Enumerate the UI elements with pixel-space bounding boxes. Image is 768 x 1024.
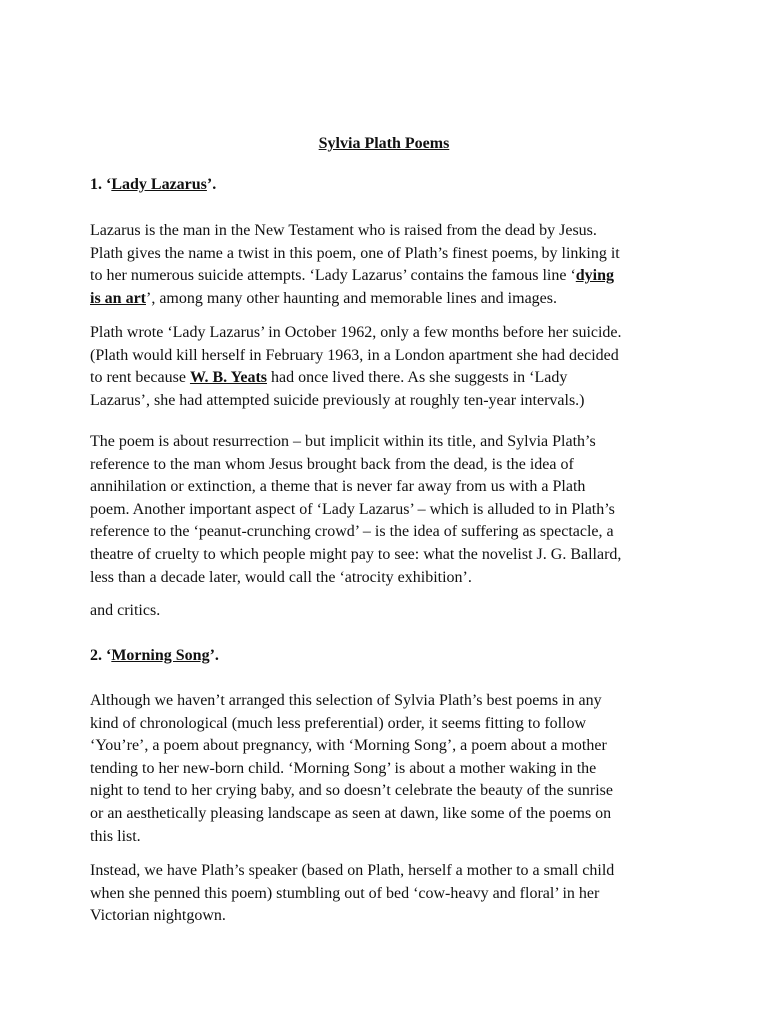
text-line: Plath gives the name a twist in this poem, one of Plath’s finest poems, by linking it [90, 244, 620, 262]
text-run: ’, among many other haunting and memorable lines and images. [146, 289, 557, 307]
text-line: and critics. [90, 602, 161, 619]
text-line: or an aesthetically pleasing landscape as seen at dawn, like some of the poems on [90, 804, 612, 822]
section-heading-morning-song [90, 645, 219, 667]
document-title: Sylvia Plath Poems [318, 135, 450, 152]
text-line: Lazarus’, she had attempted suicide previously at roughly ten-year intervals.) [90, 391, 585, 409]
paragraph-1 [90, 220, 680, 310]
paragraph-3 [90, 431, 680, 589]
text-line: tending to her new-born child. ‘Morning Song’ is about a mother waking in the [90, 759, 597, 777]
text-line: Although we haven’t arranged this selection of Sylvia Plath’s best poems in any [90, 692, 602, 709]
link-wb-yeats[interactable]: W. B. Yeats [189, 369, 267, 387]
text-line: poem. Another important aspect of ‘Lady Lazarus’ – which is alluded to in Plath’s [90, 500, 615, 518]
text-line: Lazarus is the man in the New Testament who is raised from the dead by Jesus. [90, 222, 597, 239]
section-number: 2. ‘ [90, 647, 112, 664]
section-title: Lady Lazarus [111, 176, 207, 193]
section-tail: ’. [206, 176, 217, 193]
paragraph-6 [90, 860, 680, 928]
text-line: reference to the man whom Jesus brought back from the dead, is the idea of [90, 455, 574, 473]
paragraph-4 [90, 600, 680, 623]
section-heading-lady-lazarus [90, 174, 216, 196]
text-run: to her numerous suicide attempts. ‘Lady Lazarus’ contains the famous line ‘ [90, 267, 576, 285]
link-dying-is-an-art[interactable]: is an art [90, 289, 146, 307]
section-title: Morning Song [111, 647, 210, 664]
text-run: had once lived there. As she suggests in ‘Lady [267, 369, 568, 387]
section-number: 1. ‘ [90, 176, 112, 193]
text-line [90, 265, 680, 288]
text-line: Victorian nightgown. [90, 907, 226, 925]
text-run: to rent because [90, 369, 190, 387]
paragraph-5 [90, 690, 680, 848]
text-line: The poem is about resurrection – but implicit within its title, and Sylvia Plath’s [90, 433, 596, 450]
text-line: this list. [90, 827, 141, 845]
text-line: when she penned this poem) stumbling out of bed ‘cow-heavy and floral’ in her [90, 884, 600, 902]
text-line: less than a decade later, would call the ‘atrocity exhibition’. [90, 568, 472, 586]
text-line: night to tend to her crying baby, and so doesn’t celebrate the beauty of the sunrise [90, 782, 613, 800]
text-line: kind of chronological (much less preferential) order, it seems fitting to follow [90, 714, 587, 732]
section-tail: ’. [209, 647, 219, 664]
text-line: annihilation or extinction, a theme that is never far away from us with a Plath [90, 478, 586, 496]
text-line: theatre of cruelty to which people might pay to see: what the novelist J. G. Ballard, [90, 545, 622, 563]
text-line: Plath wrote ‘Lady Lazarus’ in October 1962, only a few months before her suicide. [90, 324, 622, 341]
text-line [90, 367, 680, 390]
link-dying-is-an-art[interactable]: dying [575, 267, 615, 285]
text-line: (Plath would kill herself in February 1963, in a London apartment she had decided [90, 346, 619, 364]
text-line: reference to the ‘peanut-crunching crowd’ – is the idea of suffering as spectacle, a [90, 523, 614, 541]
paragraph-2 [90, 322, 680, 412]
text-line: ‘You’re’, a poem about pregnancy, with ‘Morning Song’, a poem about a mother [90, 737, 607, 755]
text-line: Instead, we have Plath’s speaker (based on Plath, herself a mother to a small child [90, 862, 615, 879]
text-line [90, 288, 680, 311]
